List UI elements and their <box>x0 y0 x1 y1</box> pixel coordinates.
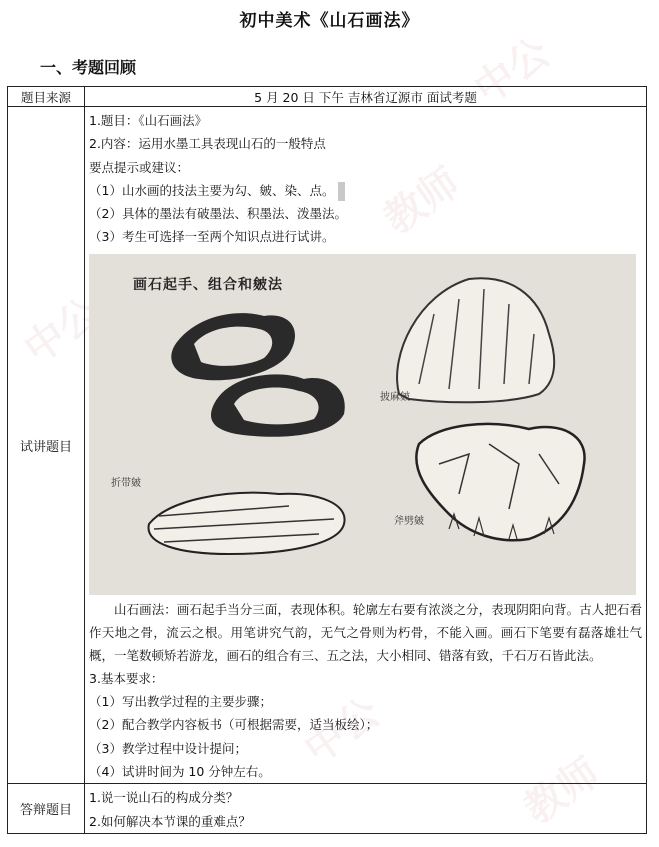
figure-title: 画石起手、组合和皴法 <box>133 276 283 293</box>
page-title: 初中美术《山石画法》 <box>239 11 420 31</box>
defense-question: 2.如何解决本节课的重难点？ <box>89 813 251 829</box>
lecture-label: 试讲题目 <box>8 107 85 784</box>
requirement-item: （3）教学过程中设计提问； <box>89 740 247 756</box>
rock-illustration <box>89 254 636 595</box>
figure-label-pima: 披麻皴 <box>380 391 410 403</box>
figure-label-fupi: 斧劈皴 <box>394 515 424 527</box>
requirement-item: （1）写出教学过程的主要步骤； <box>89 694 272 710</box>
rock-sketch-pima <box>397 278 554 402</box>
source-value: 5 月 20 日 下午 吉林省辽源市 面试考题 <box>85 87 647 107</box>
tip-item: （3）考生可选择一至两个知识点进行试讲。 <box>89 229 335 245</box>
lecture-content-line: 2.内容：运用水墨工具表现山石的一般特点 <box>89 136 326 152</box>
tip-item: （1）山水画的技法主要为勾、皴、染、点。 <box>89 179 642 202</box>
text-cursor-mark <box>338 182 345 201</box>
lecture-row <box>8 107 647 784</box>
requirements-heading: 3.基本要求： <box>89 670 164 686</box>
defense-question: 1.说一说山石的构成分类？ <box>89 790 239 806</box>
tip-item: （2）具体的墨法有破墨法、积墨法、泼墨法。 <box>89 206 347 222</box>
exam-table <box>7 86 647 834</box>
description-paragraph: 山石画法：画石起手当分三面，表现体积。轮廓左右要有浓淡之分，表现阴阳向背。古人把石看作天地之骨，流云之根。用笔讲究气韵，无气之骨则为朽骨，不能入画。画石下笔要有磊落雄壮气概，一笔数顿矫若游龙，画石的组合有三、五之法，大小相同、错落有致，千石万石皆此法。 <box>89 601 642 663</box>
defense-row <box>8 784 647 834</box>
tips-heading: 要点提示或建议： <box>89 159 190 175</box>
source-row <box>8 87 647 107</box>
defense-content <box>85 784 647 834</box>
requirement-item: （4）试讲时间为 10 分钟左右。 <box>89 763 271 779</box>
rock-painting-figure <box>89 254 636 595</box>
lecture-topic: 1.题目：《山石画法》 <box>89 113 208 128</box>
source-label: 题目来源 <box>8 87 85 107</box>
figure-label-zhedai: 折带皴 <box>111 477 141 489</box>
lecture-content <box>85 107 647 784</box>
section-heading: 一、考题回顾 <box>40 58 137 77</box>
requirement-item: （2）配合教学内容板书（可根据需要，适当板绘）； <box>89 717 379 733</box>
rock-sketch-fupi <box>416 424 584 540</box>
defense-label: 答辩题目 <box>8 784 85 834</box>
